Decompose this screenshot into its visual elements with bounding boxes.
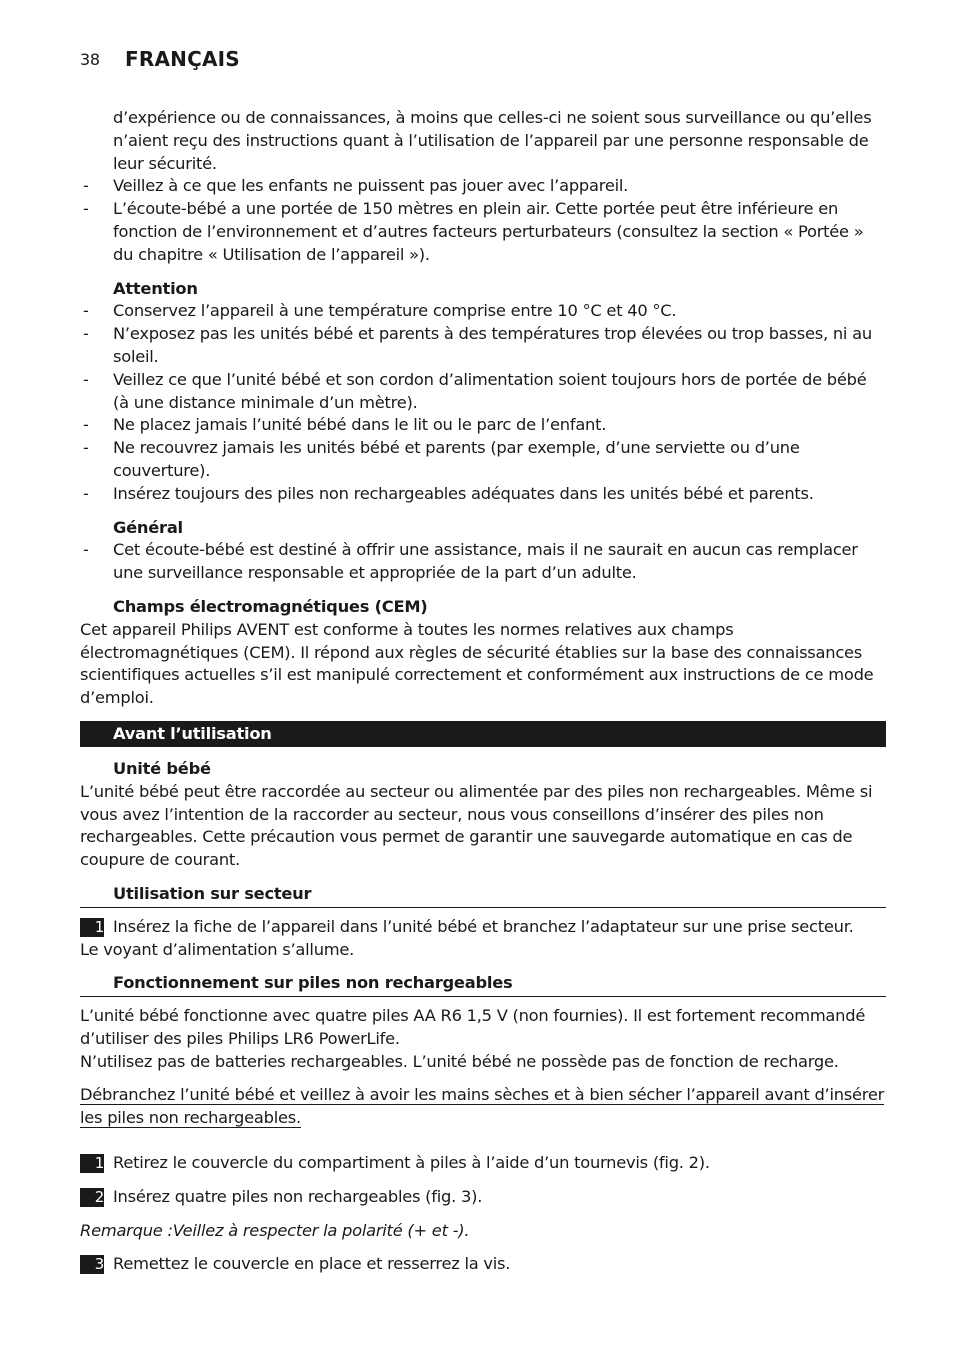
- list-item: - N’exposez pas les unités bébé et parents à des températures trop élevées ou trop basses, ni au soleil.: [80, 323, 886, 369]
- step-item: [80, 1152, 886, 1175]
- list-item: - Veillez ce que l’unité bébé et son cordon d’alimentation soient toujours hors de portée de bébé (à une distance minimale d’un mètre).: [80, 369, 886, 415]
- intro-continuation: d’expérience ou de connaissances, à moins que celles-ci ne soient sous surveillance ou qu’elles n’aient reçu des instructions quant à l’utilisation de l’appareil par une personne responsable de leur sécurité.: [113, 108, 872, 173]
- list-item: - Insérez toujours des piles non rechargeables adéquates dans les unités bébé et parents.: [80, 483, 886, 506]
- warning-text: Débranchez l’unité bébé et veillez à avoir les mains sèches et à bien sécher l’appareil avant d’insérer les piles non rechargeables.: [80, 1085, 885, 1128]
- step-text: Insérez la fiche de l’appareil dans l’unité bébé et branchez l’adaptateur sur une prise secteur.: [113, 916, 854, 936]
- step-number: 1: [80, 1154, 104, 1173]
- cem-heading: Champs électromagnétiques (CEM): [113, 596, 428, 616]
- section-bar: Avant l’utilisation: [80, 721, 886, 747]
- step-item: [80, 1253, 886, 1276]
- unite-bebe-text: L’unité bébé peut être raccordée au secteur ou alimentée par des piles non rechargeables. Même si vous avez l’intention de la raccorder au secteur, nous vous conseillons d’insérer des piles non rechargeables. Cette précaution vous permet de garantir une sauvegarde automatique en cas de coupure de courant.: [80, 781, 873, 870]
- step-number: 3: [80, 1255, 104, 1274]
- language-header: FRANÇAIS: [125, 47, 240, 71]
- note-text: Remarque :Veillez à respecter la polarité (+ et -).: [80, 1220, 470, 1240]
- step-text: Remettez le couvercle en place et resserrez la vis.: [113, 1254, 511, 1274]
- list-item: - Ne recouvrez jamais les unités bébé et parents (par exemple, d’une serviette ou d’une couverture).: [80, 437, 886, 483]
- step-text: Retirez le couvercle du compartiment à piles à l’aide d’un tournevis (fig. 2).: [113, 1153, 710, 1173]
- page-number: 38: [80, 50, 100, 69]
- general-list: [80, 539, 886, 585]
- list-item: - Conservez l’appareil à une température comprise entre 10 °C et 40 °C.: [80, 300, 886, 323]
- step-text: Insérez quatre piles non rechargeables (fig. 3).: [113, 1186, 483, 1206]
- attention-heading: Attention: [113, 278, 198, 298]
- page-body: [80, 107, 886, 1276]
- cem-text: Cet appareil Philips AVENT est conforme à toutes les normes relatives aux champs électromagnétiques (CEM). Il répond aux règles de sécurité établies sur la base des connaissances scientifiques actuelles s’il est manipulé correctement et conformément aux instructions de ce mode d’emploi.: [80, 619, 874, 708]
- step-number: 2: [80, 1188, 104, 1207]
- unite-bebe-heading: Unité bébé: [113, 758, 211, 778]
- step-number: 1: [80, 918, 104, 937]
- attention-list: [80, 300, 886, 505]
- list-item: - Cet écoute-bébé est destiné à offrir une assistance, mais il ne saurait en aucun cas remplacer une surveillance responsable et appropriée de la part d’un adulte.: [80, 539, 886, 585]
- piles-text-1: L’unité bébé fonctionne avec quatre piles AA R6 1,5 V (non fournies). Il est fortement recommandé d’utiliser des piles Philips LR6 PowerLife.: [80, 1006, 866, 1048]
- list-item: - L’écoute-bébé a une portée de 150 mètres en plein air. Cette portée peut être inférieure en fonction de l’environnement et d’autres facteurs perturbateurs (consultez la section « Portée » du chapitre « Utilisation de l’appareil »).: [80, 198, 886, 266]
- general-heading: Général: [113, 517, 183, 537]
- step-result: Le voyant d’alimentation s’allume.: [80, 939, 355, 959]
- intro-list: [80, 175, 886, 266]
- list-item: - Ne placez jamais l’unité bébé dans le lit ou le parc de l’enfant.: [80, 414, 886, 437]
- secteur-heading: Utilisation sur secteur: [80, 883, 886, 908]
- list-item: - Veillez à ce que les enfants ne puissent pas jouer avec l’appareil.: [80, 175, 886, 198]
- step-item: [80, 916, 886, 939]
- piles-heading: Fonctionnement sur piles non rechargeables: [80, 972, 886, 997]
- step-item: [80, 1186, 886, 1209]
- piles-text-2: N’utilisez pas de batteries rechargeables. L’unité bébé ne possède pas de fonction de recharge.: [80, 1051, 839, 1071]
